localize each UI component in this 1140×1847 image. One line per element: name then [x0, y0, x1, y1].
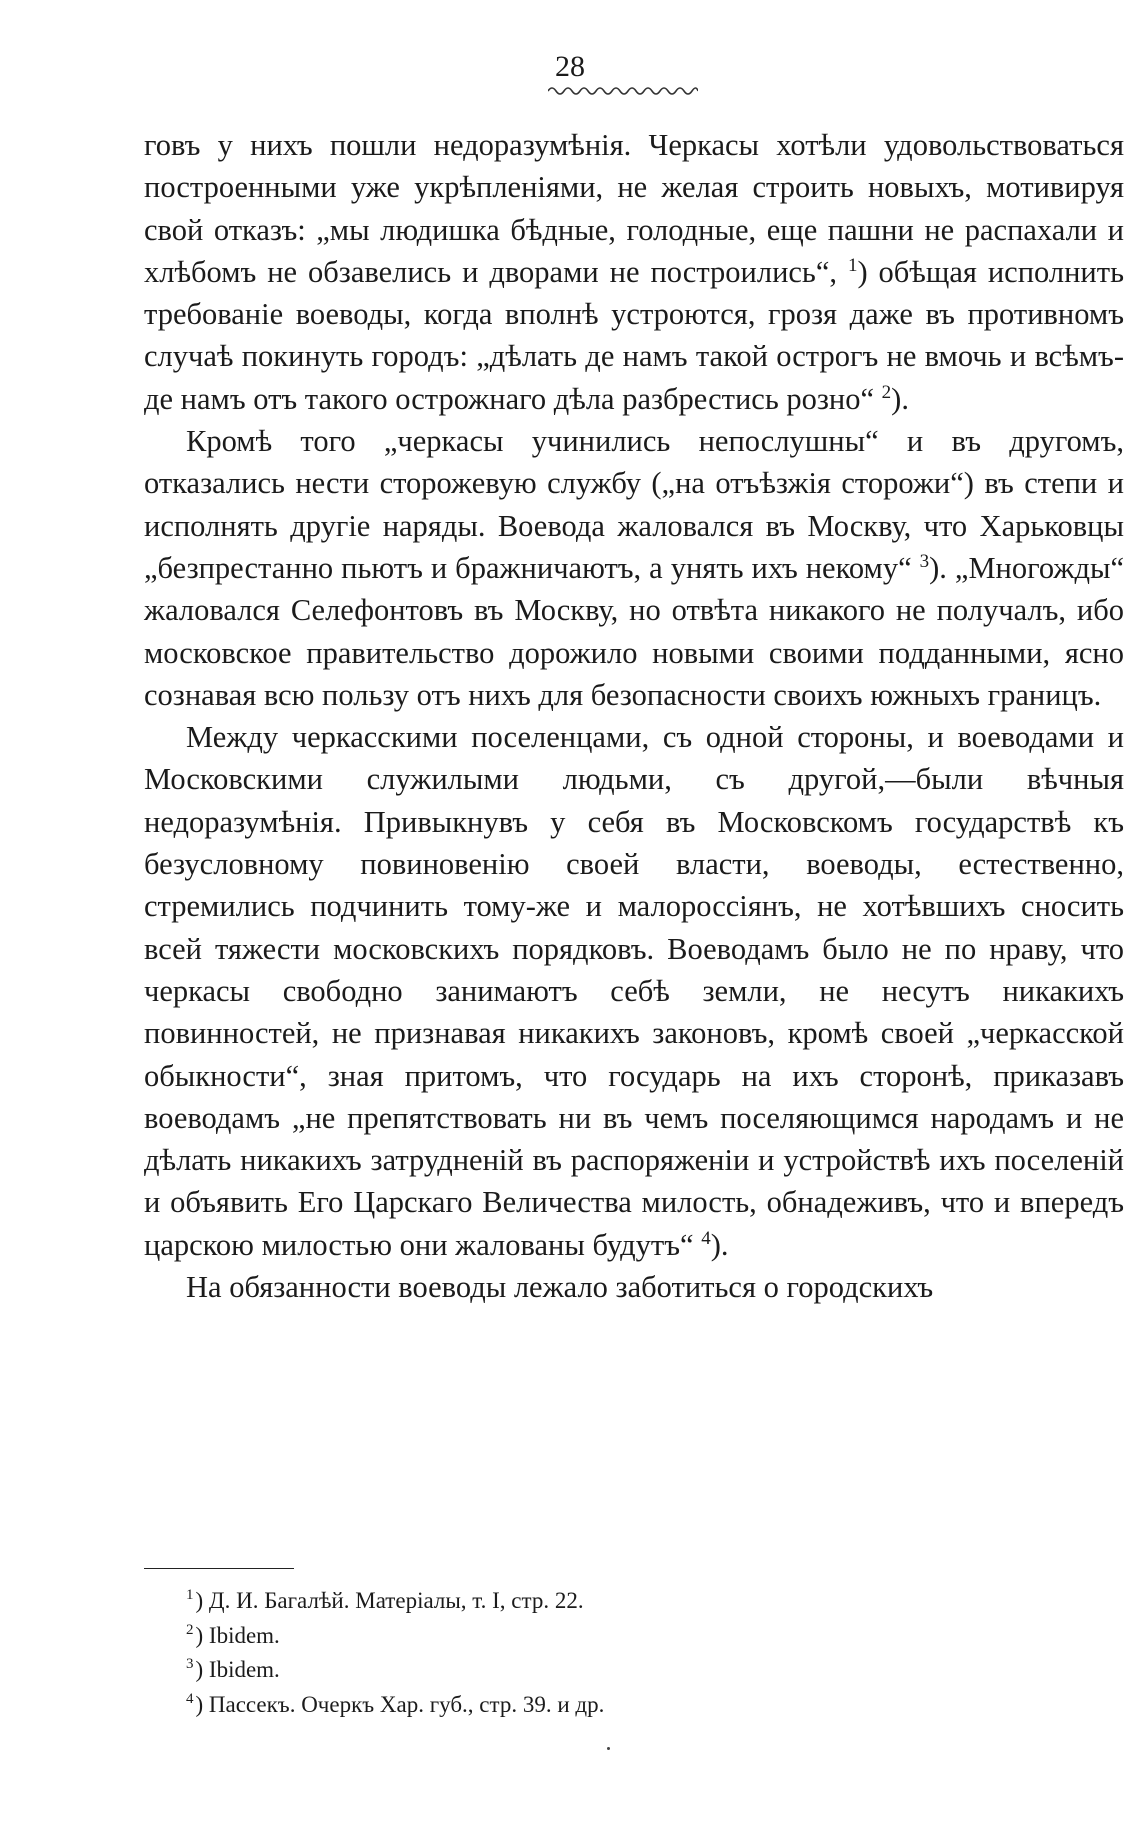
footnote-ref: 2 [881, 381, 892, 403]
footnote-marker: 2 [186, 1621, 194, 1638]
footnote [186, 1584, 1106, 1619]
footnote [186, 1653, 1106, 1688]
paragraph-text: говъ у нихъ пошли недоразумѣнія. Черкасы хотѣли удовольствоваться построенными уже укрѣпленіями, не желая строить новыхъ, мотивируя свой отказъ: „мы людишка бѣдные, голодные, еще пашни не распахали и хлѣбомъ не обзавелись и дворами не построились“, [144, 128, 1124, 289]
footnote-marker: 1 [186, 1587, 194, 1603]
paragraph-text: ). [710, 1227, 729, 1262]
footnote [186, 1619, 1106, 1654]
footnote [186, 1688, 1106, 1723]
paragraph [144, 716, 1124, 1266]
paragraph-text: Кромѣ того „черкасы учинились непослушны“ и въ другомъ, отказались нести сторожевую службу („на отъѣзжія сторожи“) въ степи и исполнять другіе наряды. Воевода жаловался въ Москву, что Харьковцы „безпрестанно пьютъ и бражничаютъ, а унять ихъ некому“ [144, 424, 1124, 585]
paragraph-text: Между черкасскими поселенцами, съ одной стороны, и воеводами и Московскими служилыми людьми, съ другой,—были вѣчныя недоразумѣнія. Привыкнувъ у себя въ Московскомъ государствѣ къ безусловному повиновенію своей власти, воеводы, естественно, стремились подчинить тому-же и малороссіянъ, не хотѣвшихъ сносить всей тяжести московскихъ порядковъ. Воеводамъ было не по нраву, что черкасы свободно занимаютъ себѣ земли, не несутъ никакихъ повинностей, не признавая никакихъ законовъ, кромѣ своей „черкасской обыкности“, зная притомъ, что государь на ихъ сторонѣ, приказавъ воеводамъ „не препятствовать ни въ чемъ поселяющимся народамъ и не дѣлать никакихъ затрудненій въ распоряженіи и устройствѣ ихъ поселеній и объявить Его Царскаго Величества милость, обнадеживъ, что и впередъ царскою милостью они жалованы будутъ“ [144, 720, 1124, 1262]
footnote-text: ) Пассекъ. Очеркъ Хар. губ., стр. 39. и др. [195, 1691, 605, 1717]
paragraph-text: ). [891, 381, 909, 416]
paragraph [144, 420, 1124, 716]
paragraph [144, 124, 1124, 420]
footnote-marker: 4 [186, 1690, 194, 1707]
footnote-text: ) Ibidem. [195, 1622, 280, 1648]
footnotes [186, 1584, 1106, 1722]
paragraph-text: ). „Многожды“ жаловался Селефонтовъ въ Москву, но отвѣта никакого не получалъ, ибо московское правительство дорожило новыми своими подданными, ясно сознавая всю пользу отъ нихъ для безопасности своихъ южныхъ границъ. [144, 550, 1124, 712]
footnote-divider [144, 1568, 294, 1569]
footnote-text: ) Ibidem. [195, 1657, 280, 1683]
footnote-text: ) Д. И. Багалѣй. Матеріалы, т. I, стр. 22. [195, 1588, 584, 1613]
paragraph [144, 1266, 1124, 1308]
body-text [144, 124, 1124, 1308]
paragraph-text: ) обѣщая исполнить требованіе воеводы, когда вполнѣ устроются, грозя даже въ противномъ случаѣ покинуть городъ: „дѣлать де намъ такой острогъ не вмочь и всѣмъ-де намъ отъ такого острожнаго дѣла разбрестись розно“ [144, 254, 1124, 416]
footnote-marker: 3 [186, 1656, 194, 1673]
ink-speck [607, 1747, 610, 1750]
page-number: 28 [555, 50, 585, 83]
footnote-ref: 1 [847, 254, 858, 276]
paragraph-text: На обязанности воеводы лежало заботиться о городскихъ [186, 1270, 934, 1305]
wavy-ornament [548, 84, 698, 98]
footnote-ref: 4 [701, 1227, 711, 1249]
footnote-ref: 3 [919, 550, 930, 572]
